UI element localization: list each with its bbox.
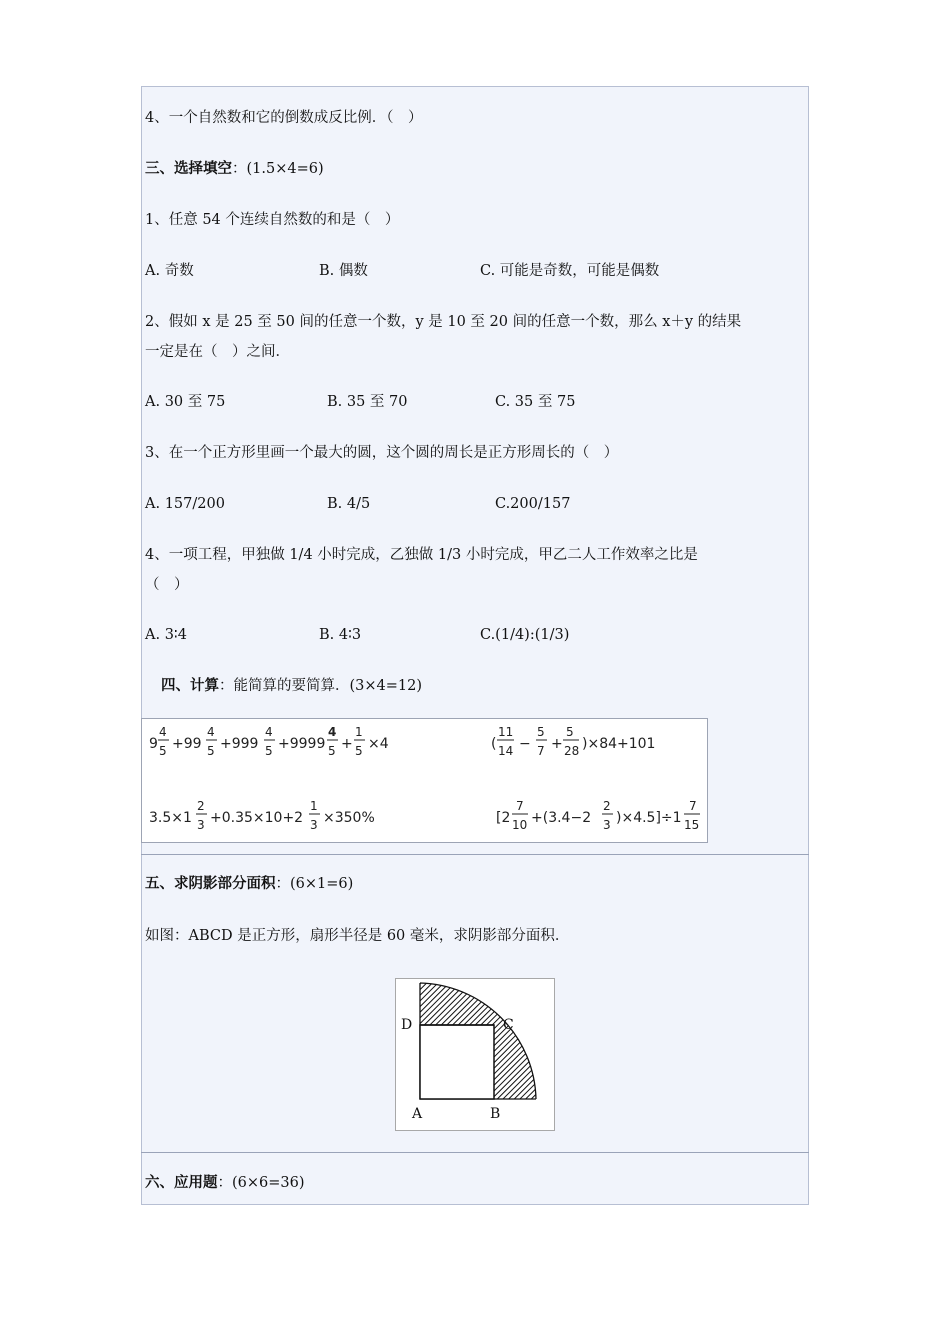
label-c: C: [503, 1017, 514, 1033]
q2-option-a: A. 30 至 75: [145, 394, 226, 410]
e4-d1: 10: [512, 818, 528, 832]
section-3-score: ：(1.5×4=6): [232, 161, 324, 177]
q3-option-c: C.200/157: [495, 496, 571, 512]
e2-n2: 5: [537, 725, 545, 739]
q4-option-b: B. 4∶3: [319, 627, 362, 643]
choice-question-2-line2: 一定是在（ ）之间．: [145, 344, 290, 360]
section-5-score: ：(6×1=6): [275, 876, 354, 892]
expression-4: [496, 799, 700, 832]
q4-option-c: C.(1/4):(1/3): [480, 627, 570, 643]
section-3-title: 三、选择填空: [145, 161, 232, 177]
q4-option-a: A. 3∶4: [145, 627, 187, 643]
e3-lead: 3.5×1: [149, 810, 192, 826]
choice-question-2-line1: 2、假如 x 是 25 至 50 间的任意一个数，y 是 10 至 20 间的任意一个数，那么 x＋y 的结果: [145, 314, 742, 330]
e1-op2: +999: [220, 736, 259, 752]
e1-op3: +9999: [278, 736, 326, 752]
e1-d5: 5: [355, 744, 363, 758]
section-divider-2: [141, 1152, 809, 1153]
e3-d2: 3: [310, 818, 318, 832]
calculation-expressions: [142, 719, 707, 842]
e3-n2: 1: [310, 799, 318, 813]
e2-op2: +: [551, 736, 563, 752]
e4-op1: +(3.4−2: [531, 810, 592, 826]
e1-w1: 9: [149, 736, 158, 752]
q2-option-c: C. 35 至 75: [495, 394, 576, 410]
expression-2: [491, 725, 655, 758]
e3-tail: ×350%: [323, 810, 375, 826]
choice-question-3: 3、在一个正方形里画一个最大的圆，这个圆的周长是正方形周长的（ ）: [145, 445, 619, 461]
judge-question-4: 4、一个自然数和它的倒数成反比例．（ ）: [145, 110, 423, 126]
geometry-figure: [395, 978, 555, 1131]
shaded-area-question: 如图：ABCD 是正方形，扇形半径是 60 毫米，求阴影部分面积．: [145, 928, 570, 944]
e1-tail: ×4: [368, 736, 389, 752]
choice-question-4-line2: （ ）: [145, 577, 189, 593]
e3-d1: 3: [197, 818, 205, 832]
e4-n3: 7: [689, 799, 697, 813]
label-a: A: [412, 1106, 423, 1122]
q1-option-b: B. 偶数: [319, 263, 368, 279]
section-6-heading: [145, 1173, 305, 1193]
square-abcd: [420, 1025, 494, 1099]
e1-op1: +99: [172, 736, 202, 752]
e1-op4: +: [341, 736, 353, 752]
e2-tail: )×84+101: [582, 736, 656, 752]
q3-option-b: B. 4/5: [327, 496, 371, 512]
e3-op1: +0.35×10+2: [210, 810, 304, 826]
e1-d4: 5: [328, 744, 336, 758]
section-3-heading: [145, 159, 324, 179]
e3-n1: 2: [197, 799, 205, 813]
expression-1: [149, 725, 389, 758]
e4-n1: 7: [516, 799, 524, 813]
e2-op1: −: [519, 736, 531, 752]
choice-question-4-line1: 4、一项工程，甲独做 1/4 小时完成，乙独做 1/3 小时完成，甲乙二人工作效率之比是: [145, 547, 698, 563]
section-5-title: 五、求阴影部分面积: [145, 876, 276, 892]
e1-d2: 5: [207, 744, 215, 758]
calculation-box: [141, 718, 708, 843]
e2-d2: 7: [537, 744, 545, 758]
e2-d1: 14: [498, 744, 514, 758]
choice-question-1: 1、任意 54 个连续自然数的和是（ ）: [145, 212, 400, 228]
e1-n1: 4: [159, 725, 167, 739]
e2-n1: 11: [498, 725, 514, 739]
section-6-title: 六、应用题: [145, 1175, 218, 1191]
label-d: D: [401, 1017, 413, 1033]
section-divider: [141, 854, 809, 855]
e2-d3: 28: [564, 744, 580, 758]
e1-n3: 4: [265, 725, 273, 739]
q2-option-b: B. 35 至 70: [327, 394, 408, 410]
q3-option-a: A. 157/200: [145, 496, 225, 512]
e4-d3: 15: [684, 818, 700, 832]
e1-d3: 5: [265, 744, 273, 758]
label-b: B: [490, 1106, 501, 1122]
section-5-heading: [145, 874, 353, 894]
section-6-score: ：(6×6=36): [217, 1175, 305, 1191]
section-4-title: 四、计算: [161, 678, 219, 694]
e4-n2: 2: [603, 799, 611, 813]
q1-option-c: C. 可能是奇数，可能是偶数: [480, 263, 660, 279]
e4-op2: )×4.5]÷1: [616, 810, 682, 826]
e1-d1: 5: [159, 744, 167, 758]
e4-d2: 3: [603, 818, 611, 832]
expression-3: [149, 799, 375, 832]
e1-n2: 4: [207, 725, 215, 739]
section-4-heading: [161, 676, 422, 696]
section-4-text: ：能简算的要简算．(3×4=12): [219, 678, 423, 694]
e1-n4: 4: [328, 725, 337, 739]
e2-open: (: [491, 736, 497, 752]
q1-option-a: A. 奇数: [145, 263, 194, 279]
e1-n5: 1: [355, 725, 363, 739]
e2-n3: 5: [566, 725, 574, 739]
e4-lead: [2: [496, 810, 511, 826]
